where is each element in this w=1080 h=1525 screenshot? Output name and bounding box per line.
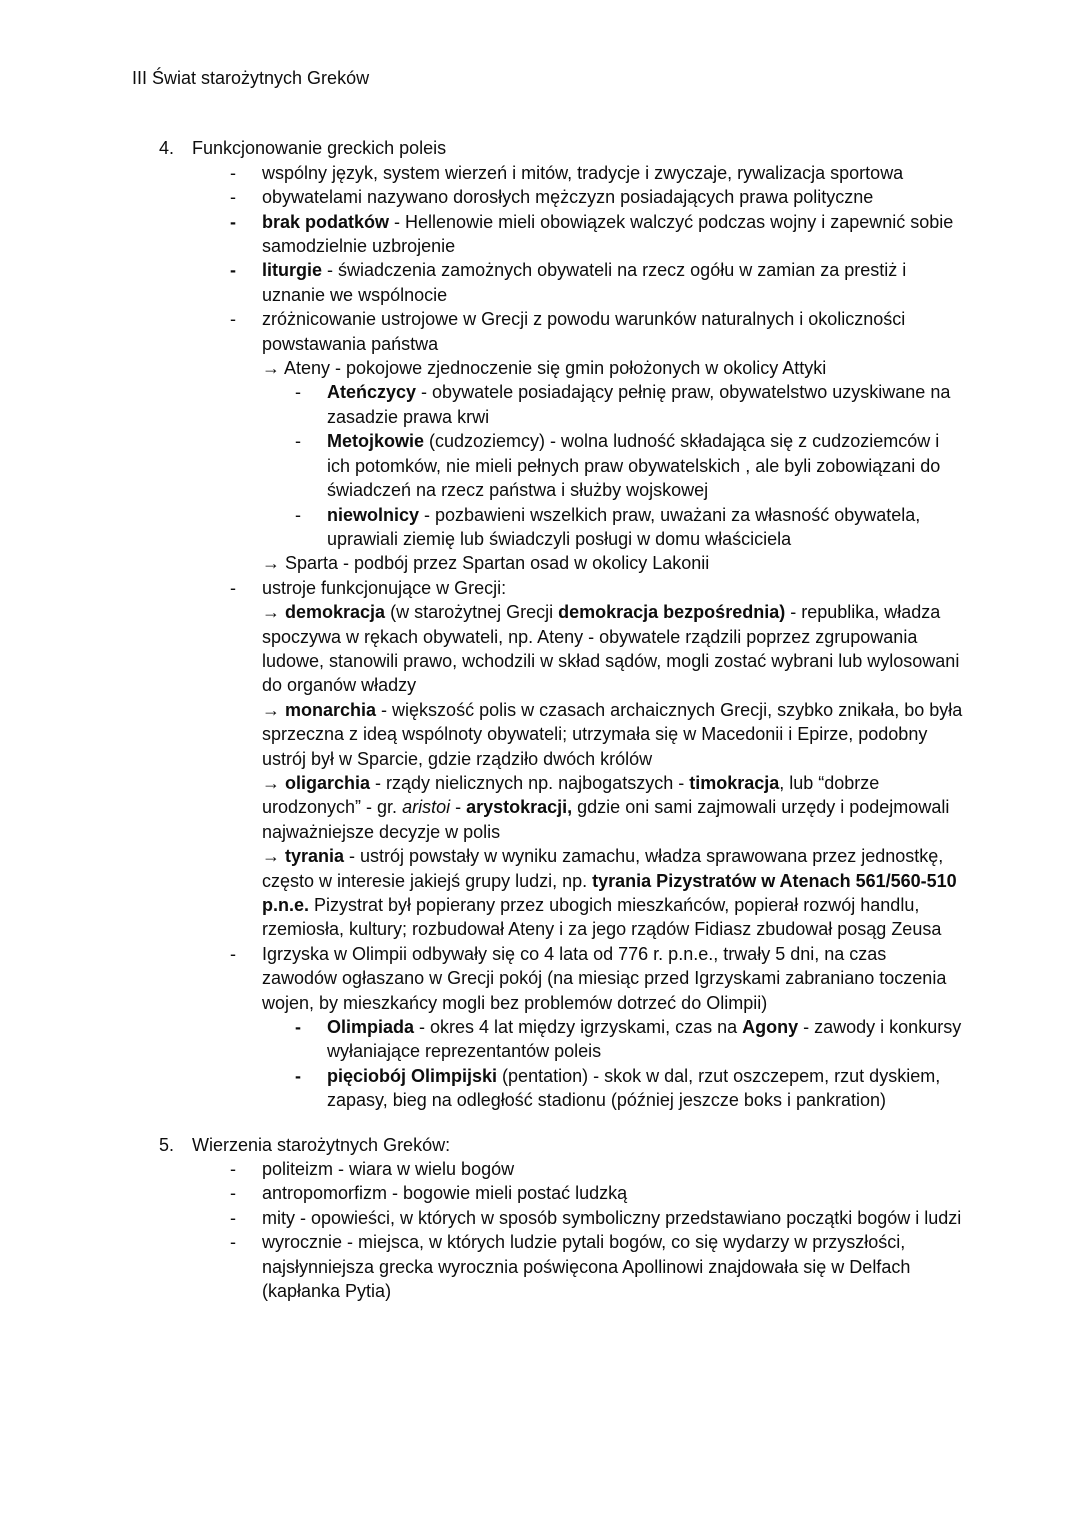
list-marker: - — [230, 1183, 236, 1204]
text-run: - obywatele posiadający pełnię praw, obywatelstwo uzyskiwane na zasadzie prawa krwi — [327, 382, 951, 427]
text-run: (pentation) - skok w dal, rzut oszczepem, rzut dyskiem, zapasy, bieg na odległość stadionu (później jeszcze boks i pankration) — [327, 1065, 941, 1111]
bullet-list-item — [295, 1015, 965, 1064]
text-content — [327, 503, 965, 552]
text-content — [327, 429, 965, 502]
text-run: arystokracji, — [466, 797, 573, 818]
text-run: obywatelami nazywano dorosłych mężczyzn posiadających prawa polityczne — [262, 187, 874, 208]
list-marker: - — [230, 162, 236, 183]
list-marker: - — [230, 260, 236, 281]
bullet-list-item — [230, 942, 965, 1015]
text-run: ustroje funkcjonujące w Grecji: — [262, 577, 507, 598]
text-run: Metojkowie — [327, 431, 425, 452]
text-run: → — [262, 772, 286, 793]
text-run: wyrocznie - miejsca, w których ludzie pytali bogów, co się wydarzy w przyszłości, najsłynniejsza grecka wyrocznia poświęcona Apollinowi znajdowała się w Delfach (kapłanka Pytia) — [262, 1232, 911, 1302]
bullet-list-item — [230, 161, 965, 185]
text-run: tyrania — [285, 846, 345, 867]
text-run: → — [262, 699, 286, 720]
text-run: - rządy nielicznych np. najbogatszych - — [370, 772, 690, 793]
bullet-list-item — [295, 380, 965, 429]
arrow-paragraph — [262, 356, 965, 380]
text-run: → — [262, 846, 286, 867]
bullet-list-item — [230, 258, 965, 307]
text-run: Pizystrat był popierany przez ubogich mieszkańców, popierał rozwój handlu, rzemiosła, kultury; rozbudował Ateny i za jego rządów Fidiasz zbudował posąg Zeusa — [262, 895, 942, 940]
text-run: aristoi — [402, 797, 451, 818]
arrow-paragraph — [262, 600, 965, 698]
text-run: - republika, władza spoczywa w rękach obywateli, np. Ateny - obywatele rządzili poprzez zgrupowania ludowe, stanowili prawo, wchodzili w skład sądów, mogli zostać wybrani lub wylosowani do organów władzy — [262, 602, 960, 696]
text-run: - Hellenowie mieli obowiązek walczyć podczas wojny i zapewnić sobie samodzielnie uzbrojenie — [262, 211, 954, 257]
text-run: - ustrój powstały w wyniku zamachu, władza sprawowana przez jednostkę, często w interesie jakiejś grupy ludzi, np. — [262, 846, 944, 891]
text-run: - świadczenia zamożnych obywateli na rzecz ogółu w zamian za prestiż i uznanie we wspólnocie — [262, 260, 907, 305]
text-content — [262, 185, 873, 209]
text-run: (w starożytnej Grecji — [385, 602, 559, 623]
text-run: → Sparta - podbój przez Spartan osad w okolicy Lakonii — [262, 553, 710, 574]
text-run: - większość polis w czasach archaicznych Grecji, szybko znikała, bo była sprzeczna z ideą wspólnoty obywateli; utrzymała się w Macedonii i Epirze, podobny ustrój był w Sparcie, gdzie rządziło dwóch królów — [262, 699, 963, 769]
text-run: (cudzoziemcy) - wolna ludność składająca się z cudzoziemców i ich potomków, nie mieli pełnych praw obywatelskich , ale byli zobowiązani do świadczeń na rzecz państwa i służby wojskowej — [327, 431, 941, 501]
text-content — [262, 551, 709, 575]
text-run: gdzie oni sami zajmowali urzędy i podejmowali najważniejsze decyzje w polis — [262, 797, 950, 842]
text-run: oligarchia — [285, 772, 371, 793]
text-content — [262, 698, 965, 771]
text-run: - okres 4 lat między igrzyskami, czas na — [414, 1017, 743, 1038]
text-run: → Ateny - pokojowe zjednoczenie się gmin położonych w okolicy Attyki — [262, 358, 827, 379]
bullet-list-item — [295, 503, 965, 552]
text-run: demokracja — [285, 602, 386, 623]
text-run: brak podatków — [262, 211, 390, 232]
text-run: → — [262, 602, 286, 623]
text-content — [262, 307, 965, 356]
bullet-list-item — [295, 1064, 965, 1113]
text-content — [327, 1015, 965, 1064]
text-content — [262, 600, 965, 698]
list-marker: - — [230, 1159, 236, 1180]
bullet-list-item — [230, 210, 965, 259]
bullet-list-item — [295, 429, 965, 502]
text-run: Funkcjonowanie greckich poleis — [192, 138, 447, 159]
bullet-list-item — [230, 1181, 965, 1205]
text-content — [262, 1181, 627, 1205]
arrow-paragraph — [262, 698, 965, 771]
list-marker: 5. — [159, 1134, 175, 1155]
list-marker: - — [230, 1207, 236, 1228]
bullet-list-item — [230, 185, 965, 209]
text-run: niewolnicy — [327, 504, 420, 525]
text-content — [262, 771, 965, 844]
text-run: monarchia — [285, 699, 377, 720]
text-run: zróżnicowanie ustrojowe w Grecji z powodu warunków naturalnych i okoliczności powstawania państwa — [262, 309, 906, 354]
text-content — [192, 136, 446, 160]
list-marker: - — [230, 309, 236, 330]
bullet-list-item — [230, 1206, 965, 1230]
document-blocks — [0, 136, 1080, 1303]
list-marker: - — [230, 943, 236, 964]
text-run: antropomorfizm - bogowie mieli postać ludzką — [262, 1183, 628, 1204]
bullet-list-item — [230, 576, 965, 600]
text-content — [262, 1230, 965, 1303]
list-marker: 4. — [159, 138, 175, 159]
text-run: - — [450, 797, 467, 818]
bullet-list-item — [230, 1230, 965, 1303]
text-run: liturgie — [262, 260, 323, 281]
list-marker: - — [295, 1065, 301, 1086]
list-marker: - — [295, 382, 301, 403]
list-marker: - — [230, 187, 236, 208]
text-run: Olimpiada — [327, 1017, 415, 1038]
list-marker: - — [295, 1017, 301, 1038]
text-run: Wierzenia starożytnych Greków: — [192, 1134, 451, 1155]
text-content — [192, 1133, 450, 1157]
text-run: tyrania Pizystratów w Atenach 561/560-510 p.n.e. — [262, 870, 957, 915]
text-run: Igrzyska w Olimpii odbywały się co 4 lata od 776 r. p.n.e., trwały 5 dni, na czas zawodów ogłaszano w Grecji pokój (na miesiąc przed Igrzyskami zabraniano toczenia wojen, by mieszkańcy mogli bez problemów dotrzeć do Olimpii) — [262, 943, 947, 1013]
text-run: - zawody i konkursy wyłaniające reprezentantów poleis — [327, 1017, 962, 1062]
text-run: politeizm - wiara w wielu bogów — [262, 1159, 515, 1180]
text-run: , lub “dobrze urodzonych” - gr. — [262, 772, 880, 818]
numbered-list-item — [159, 136, 965, 160]
text-run: Agony — [742, 1017, 799, 1038]
arrow-paragraph — [262, 771, 965, 844]
numbered-list-item — [159, 1133, 965, 1157]
text-content — [262, 1157, 514, 1181]
text-run: Ateńczycy — [327, 382, 417, 403]
text-content — [262, 844, 965, 942]
text-content — [262, 210, 965, 259]
text-content — [262, 1206, 961, 1230]
text-content — [262, 258, 965, 307]
arrow-paragraph — [262, 551, 965, 575]
text-run: mity - opowieści, w których w sposób symboliczny przedstawiano początki bogów i ludzi — [262, 1207, 962, 1228]
bullet-list-item — [230, 307, 965, 356]
list-marker: - — [295, 504, 301, 525]
text-run: - pozbawieni wszelkich praw, uważani za własność obywatela, uprawiali ziemię lub świadczyli posługi w domu właściciela — [327, 504, 921, 549]
arrow-paragraph — [262, 844, 965, 942]
text-content — [262, 161, 903, 185]
text-run: pięciobój Olimpijski — [327, 1065, 498, 1086]
text-run: demokracja bezpośrednia) — [558, 602, 786, 623]
list-marker: - — [230, 211, 236, 232]
page-title: III Świat starożytnych Greków — [132, 68, 370, 88]
text-content — [262, 576, 506, 600]
list-marker: - — [295, 431, 301, 452]
text-content — [327, 1064, 965, 1113]
list-marker: - — [230, 1232, 236, 1253]
text-content — [262, 356, 826, 380]
text-content — [327, 380, 965, 429]
bullet-list-item — [230, 1157, 965, 1181]
text-run: timokracja — [689, 772, 780, 793]
text-run: wspólny język, system wierzeń i mitów, tradycje i zwyczaje, rywalizacja sportowa — [262, 162, 904, 183]
list-marker: - — [230, 577, 236, 598]
text-content — [262, 942, 965, 1015]
